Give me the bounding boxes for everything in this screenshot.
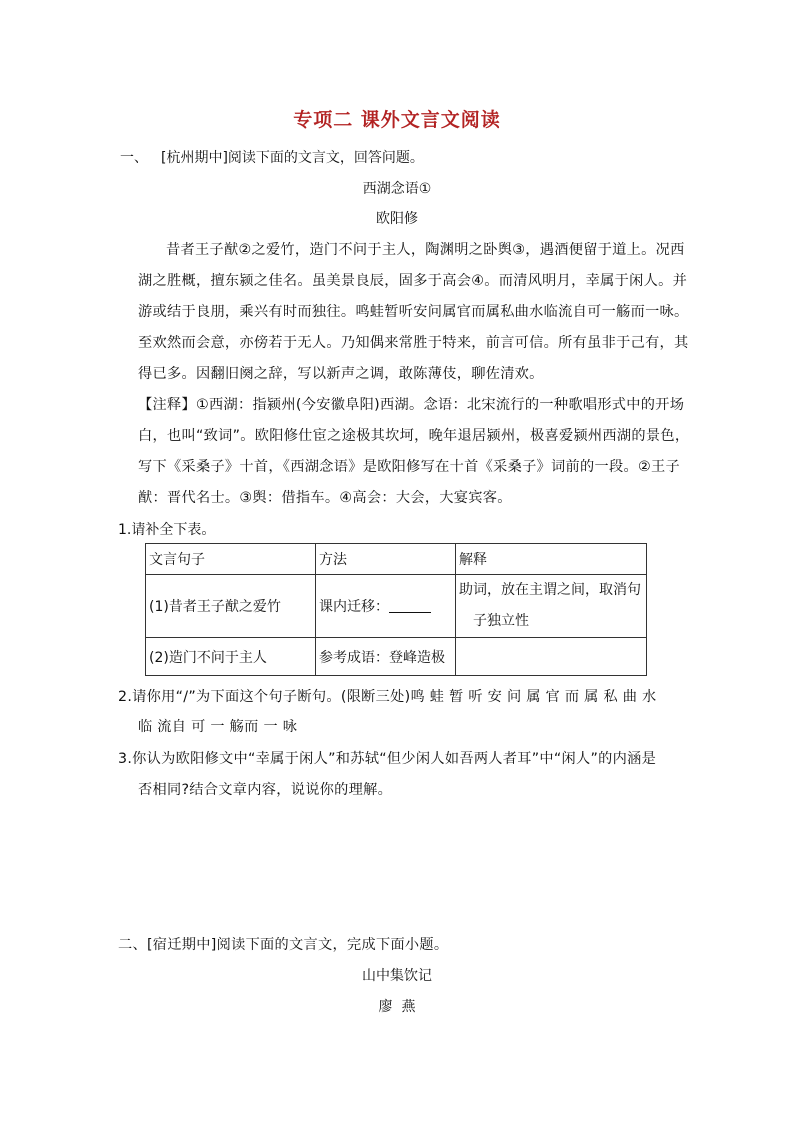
notes-line: 【注释】①西湖：指颍州(今安徽阜阳)西湖。念语：北宋流行的一种歌唱形式中的开场: [138, 397, 685, 413]
table-header-row: [146, 544, 647, 575]
passage-line: 得已多。因翻旧阕之辞，写以新声之调，敢陈薄伎，聊佐清欢。: [138, 366, 544, 382]
table-cell-method: [316, 575, 456, 638]
answer-blank[interactable]: [389, 598, 431, 613]
section2-heading: 二、[宿迁期中]阅读下面的文言文，完成下面小题。: [118, 937, 449, 953]
table-cell-sentence: (2)造门不问于主人: [146, 638, 316, 676]
answer-table: [145, 543, 647, 676]
question-2-line: 临 流自 可 一 觞而 一 咏: [138, 719, 298, 735]
explain-line: 助词，放在主谓之间，取消句: [459, 582, 641, 598]
passage2-title: 山中集饮记: [362, 968, 432, 984]
notes-line: 白，也叫“致词”。欧阳修仕宦之途极其坎坷，晚年退居颍州，极喜爱颍州西湖的景色，: [138, 428, 690, 444]
question-3-line: 否相同?结合文章内容，说说你的理解。: [138, 782, 393, 798]
page-title: 专项二 课外文言文阅读: [293, 109, 501, 131]
passage-line: 湖之胜概，擅东颍之佳名。虽美景良辰，固多于高会④。而清风明月，幸属于闲人。并: [138, 273, 688, 289]
explain-line: 子独立性: [473, 613, 529, 629]
question-1: 1.请补全下表。: [118, 522, 216, 538]
passage-line: 昔者王子猷②之爱竹，造门不问于主人，陶渊明之卧舆③，遇酒便留于道上。况西: [166, 242, 685, 258]
notes-line: 写下《采桑子》十首，《西湖念语》是欧阳修写在十首《采桑子》词前的一段。②王子: [138, 459, 680, 475]
table-cell-explain: [456, 575, 647, 638]
table-cell-explain[interactable]: [456, 638, 647, 676]
notes-line: 猷：晋代名士。③舆：借指车。④高会：大会，大宴宾客。: [138, 490, 512, 506]
passage-line: 游或结于良朋，乘兴有时而独往。鸣蛙暂听安问属官而属私曲水临流自可一觞而一咏。: [138, 304, 689, 320]
table-row: [146, 638, 647, 676]
table-header-cell: 解释: [456, 544, 647, 575]
section1-heading: [杭州期中]阅读下面的文言文，回答问题。: [161, 150, 424, 166]
table-header-cell: 文言句子: [146, 544, 316, 575]
passage1-author: 欧阳修: [376, 211, 418, 227]
passage2-author: 廖 燕: [378, 999, 416, 1015]
table-cell-sentence: (1)昔者王子猷之爱竹: [146, 575, 316, 638]
section1-number: 一、: [120, 150, 148, 166]
table-cell-method: 参考成语：登峰造极: [316, 638, 456, 676]
table-header-cell: 方法: [316, 544, 456, 575]
question-2-line: 2.请你用“/”为下面这个句子断句。(限断三处)鸣 蛙 暂 听 安 问 属 官 而 属 私 曲 水: [118, 689, 657, 705]
method-label: 课内迁移：: [319, 599, 389, 615]
passage-line: 至欢然而会意，亦傍若于无人。乃知偶来常胜于特来，前言可信。所有虽非于己有，其: [138, 335, 689, 351]
question-3-line: 3.你认为欧阳修文中“幸属于闲人”和苏轼“但少闲人如吾两人者耳”中“闲人”的内涵是: [118, 751, 657, 767]
table-row: [146, 575, 647, 638]
passage1-title: 西湖念语①: [362, 181, 432, 197]
